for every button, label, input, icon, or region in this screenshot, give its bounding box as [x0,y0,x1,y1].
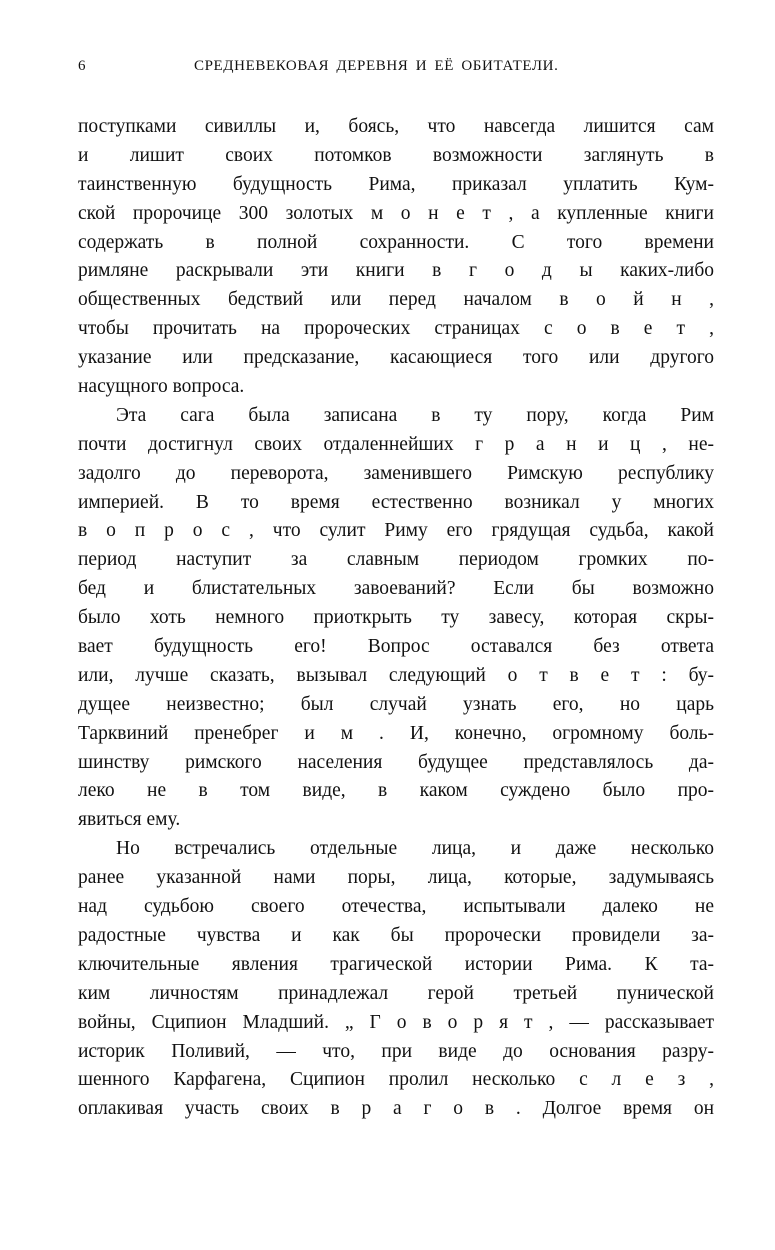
running-title: СРЕДНЕВЕКОВАЯ ДЕРЕВНЯ И ЕЁ ОБИТАТЕЛИ. [194,58,559,74]
paragraph-2 [78,402,714,835]
text-line: явиться ему. [78,809,181,831]
text-line: насущного вопроса. [78,376,245,398]
text-line: ким личностям принадлежал герой третьей пунической [78,982,714,1004]
text-line: и лишит своих потомков возможности заглянуть в [78,144,714,166]
text-line: задолго до переворота, заменившего Римскую республику [78,462,714,484]
text-line: дущее неизвестно; был случай узнать его, но царь [78,693,714,715]
text-line: бед и блистательных завоеваний? Если бы возможно [78,578,714,600]
text-line: шенного Карфагена, Сципион пролил несколько с л е з , [78,1069,714,1091]
text-line: леко не в том виде, в каком суждено было про- [78,780,714,802]
text-line: почти достигнул своих отдаленнейших г р а н и ц , не- [78,433,714,455]
text-line: войны, Сципион Младший. „ Г о в о р я т , — рассказывает [78,1011,714,1033]
text-line: в о п р о с , что сулит Риму его грядущая судьба, какой [78,520,714,542]
text-line: оплакивая участь своих в р а г о в . Долгое время он [78,1098,714,1120]
text-line: Тарквиний пренебрег и м . И, конечно, огромному боль- [78,722,714,744]
text-line: было хоть немного приоткрыть ту завесу, которая скры- [78,607,714,629]
text-line: Эта сага была записана в ту пору, когда Рим [116,404,714,426]
text-line: вает будущность его! Вопрос оставался без ответа [78,636,714,658]
text-line: историк Поливий, — что, при виде до основания разру- [78,1040,714,1062]
text-line: над судьбою своего отечества, испытывали далеко не [78,896,714,918]
text-line: ранее указанной нами поры, лица, которые, задумываясь [78,867,714,889]
text-line: ской пророчице 300 золотых м о н е т , а купленные книги [78,202,714,224]
body-text [78,113,714,1124]
text-line: общественных бедствий или перед началом в о й н , [78,289,714,311]
text-line: содержать в полной сохранности. С того времени [78,231,714,253]
text-line: указание или предсказание, касающиеся того или другого [78,347,714,369]
text-line: поступками сивиллы и, боясь, что навсегда лишится сам [78,116,714,137]
text-line: римляне раскрывали эти книги в г о д ы каких-либо [78,260,714,282]
text-line: таинственную будущность Рима, приказал уплатить Кум- [78,173,714,195]
text-line: шинству римского населения будущее представлялось да- [78,751,714,773]
paragraph-3 [78,835,714,1124]
text-line: империей. В то время естественно возникал у многих [78,491,714,513]
text-line: радостные чувства и как бы пророчески провидели за- [78,924,714,946]
text-line: Но встречались отдельные лица, и даже несколько [116,838,714,860]
text-line: ключительные явления трагической истории Рима. К та- [78,953,714,975]
page-header [78,58,713,80]
text-line: или, лучше сказать, вызывал следующий о т в е т : бу- [78,664,714,686]
page-number: 6 [78,58,86,74]
text-line: чтобы прочитать на пророческих страницах с о в е т , [78,318,714,340]
paragraph-1 [78,113,714,402]
text-line: период наступит за славным периодом громких по- [78,549,714,571]
